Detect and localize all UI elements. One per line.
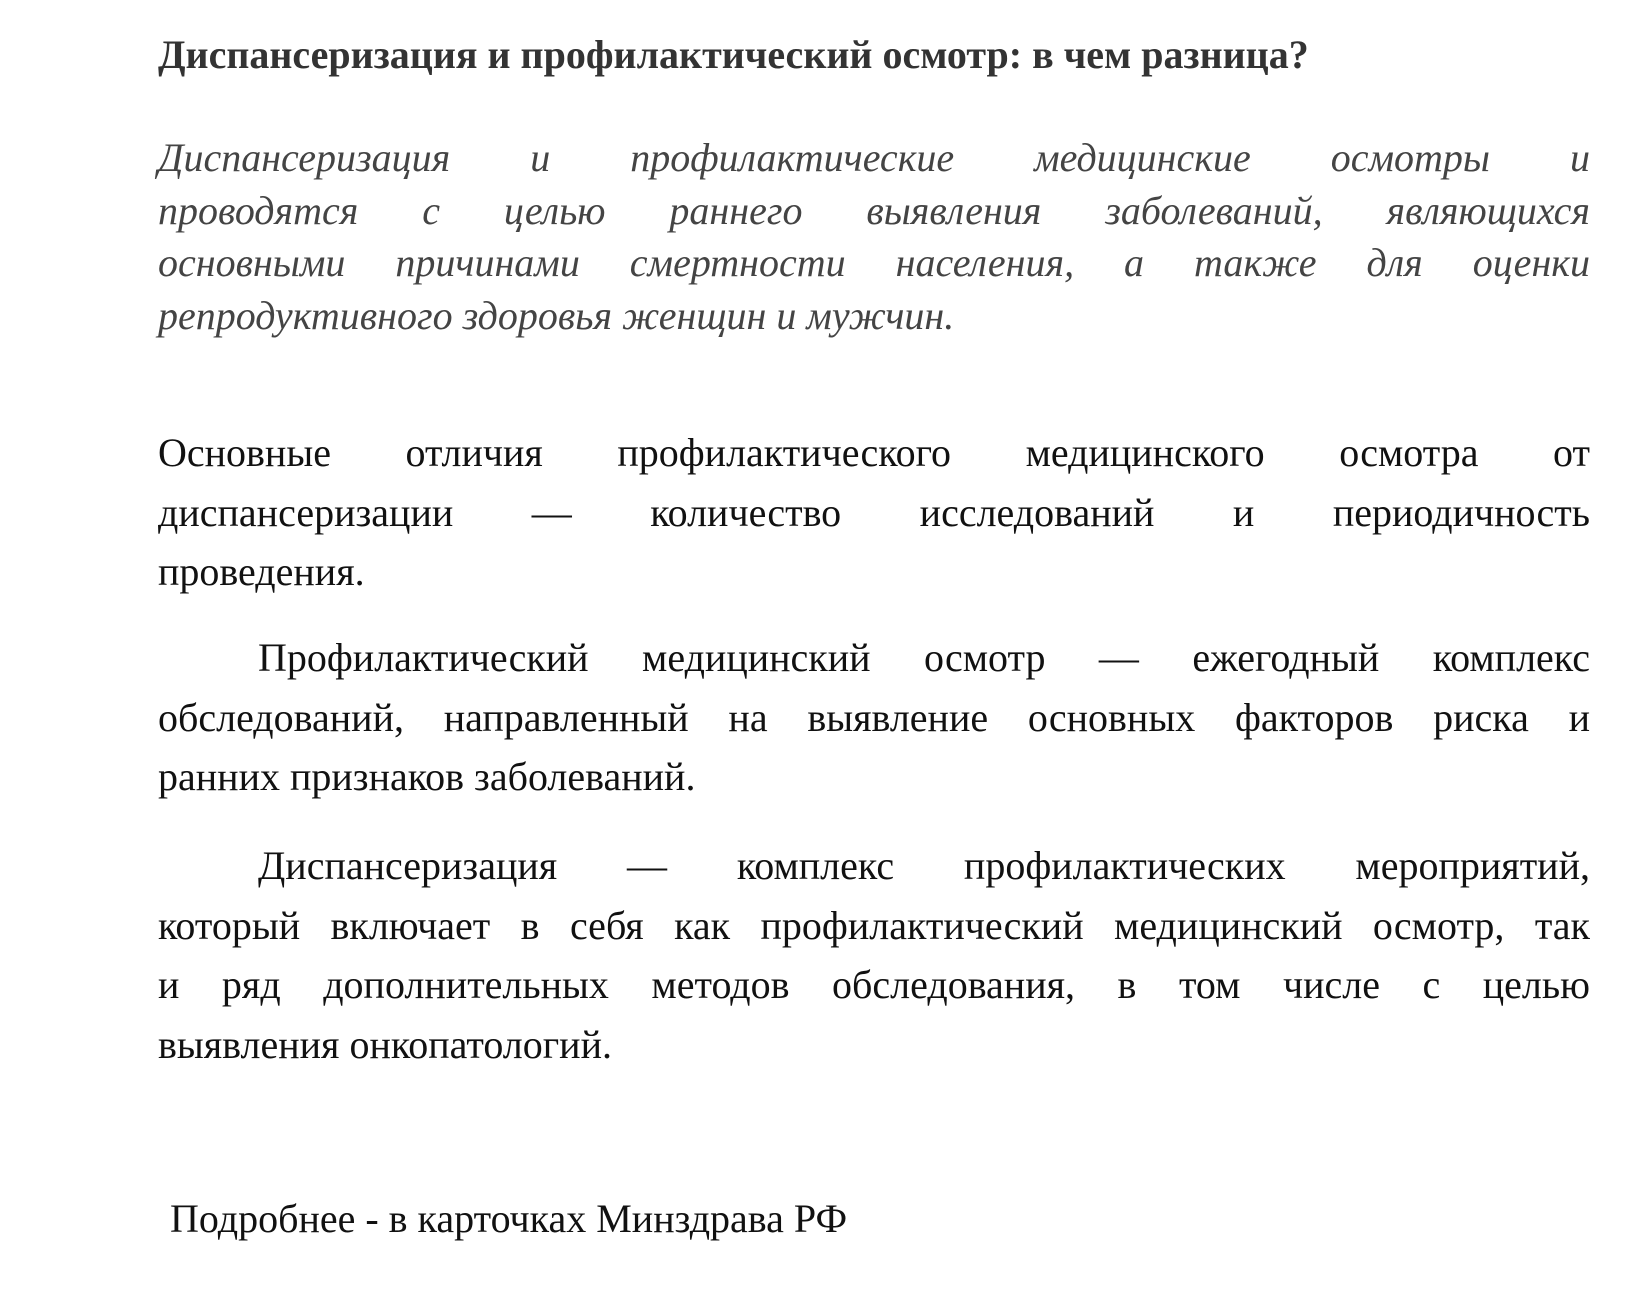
page-title: Диспансеризация и профилактический осмотр: в чем разница? [158,32,1309,77]
paragraph-line: обследований, направленный на выявление основных факторов риска и [158,694,1590,740]
paragraph-differences [158,423,1590,602]
paragraph-line: выявления онкопатологий. [158,1021,612,1067]
lead-line: основными причинами смертности населения, а также для оценки [158,240,1590,286]
lead-line: репродуктивного здоровья женщин и мужчин. [158,292,955,338]
footer-note: Подробнее - в карточках Минздрава РФ [170,1196,848,1241]
paragraph-line: и ряд дополнительных методов обследования, в том числе с целью [158,962,1590,1007]
paragraph-line: Основные отличия профилактического медицинского осмотра от [158,430,1590,475]
lead-line: Диспансеризация и профилактические медицинские осмотры и [158,135,1590,180]
paragraph-line: который включает в себя как профилактический медицинский осмотр, так [158,902,1590,948]
paragraph-checkup-definition [158,628,1590,807]
lead-line: проводятся с целью раннего выявления заболеваний, являющихся [158,187,1590,233]
paragraph-line: Диспансеризация — комплекс профилактических мероприятий, [258,843,1590,888]
paragraph-line: ранних признаков заболеваний. [158,754,696,799]
lead-paragraph [158,132,1590,342]
paragraph-line: Профилактический медицинский осмотр — ежегодный комплекс [258,635,1590,680]
paragraph-line: диспансеризации — количество исследований и периодичность [158,489,1590,535]
paragraph-dispensary-definition [158,836,1590,1074]
paragraph-line: проведения. [158,549,365,594]
